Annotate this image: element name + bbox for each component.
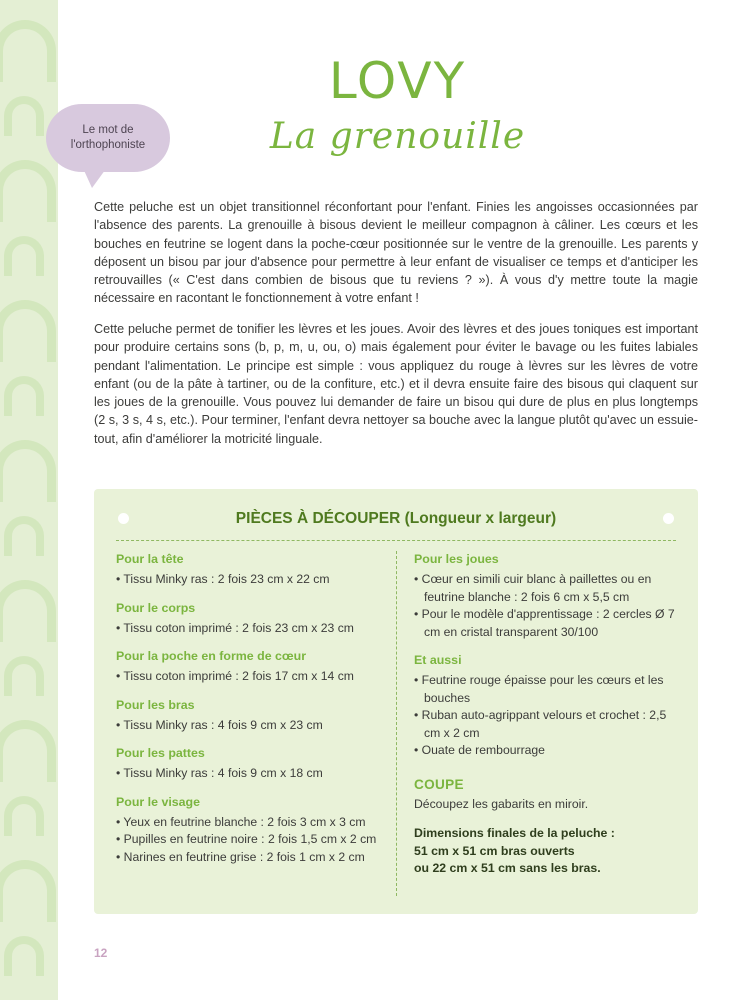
page-title: LOVY — [328, 52, 467, 110]
group-joues — [414, 551, 682, 641]
arch-shape — [4, 376, 44, 416]
panel-divider — [116, 540, 676, 541]
list-item: • Tissu coton imprimé : 2 fois 17 cm x 14 cm — [116, 669, 354, 683]
dimensions-line-2: 51 cm x 51 cm bras ouverts — [414, 843, 575, 858]
group-corps — [116, 600, 384, 638]
arch-shape — [0, 580, 56, 642]
group-heading: Pour le corps — [116, 600, 196, 615]
group-coupe — [414, 776, 682, 878]
page-subtitle: La grenouille — [269, 116, 526, 157]
arch-shape — [4, 656, 44, 696]
dimensions-line-1: Dimensions finales de la peluche : — [414, 826, 615, 840]
list-item: • Feutrine rouge épaisse pour les cœurs et les bouches — [414, 673, 664, 705]
arch-shape — [4, 236, 44, 276]
list-item: • Ouate de rembourrage — [414, 743, 545, 757]
group-bras — [116, 697, 384, 735]
list-item: • Pour le modèle d'apprentissage : 2 cercles Ø 7 cm en cristal transparent 30/100 — [414, 607, 675, 639]
arch-shape — [4, 936, 44, 976]
list-item: • Tissu coton imprimé : 2 fois 23 cm x 23 cm — [116, 620, 354, 635]
group-heading: Pour le visage — [116, 794, 201, 809]
group-heading: Pour les pattes — [116, 746, 205, 760]
arch-shape — [0, 860, 56, 922]
bubble-line-1: Le mot de — [82, 124, 134, 136]
group-heading: Et aussi — [414, 653, 462, 667]
intro-paragraph: Cette peluche est un objet transitionnel réconfortant pour l'enfant. Finies les angoisses occasionnées par l'absence des parents. La grenouille à bisous devient le meilleur compagnon à câliner. Les cœurs et les bouches en feutrine se logent dans la poche-cœur positionnée sur le ventre de la grenouille. Les parents y déposent un bisou par jour d'absence pour permettre à leur enfant de visualiser ce temps et d'anticiper les retrouvailles (« C'est dans combien de bisous que tu reviens ? »). À vous d'y mettre toute la magie nécessaire en racontant le fonctionnement à votre enfant ! — [94, 200, 698, 306]
group-heading: Pour les joues — [414, 552, 499, 566]
arch-shape — [0, 440, 56, 502]
list-item: • Tissu Minky ras : 4 fois 9 cm x 18 cm — [116, 766, 323, 780]
panel-right-column — [414, 551, 682, 889]
list-item: • Yeux en feutrine blanche : 2 fois 3 cm x 3 cm — [116, 814, 366, 829]
coupe-heading: COUPE — [414, 776, 464, 792]
final-dimensions — [414, 825, 682, 878]
list-item: • Cœur en simili cuir blanc à paillettes ou en feutrine blanche : 2 fois 6 cm x 5,5 cm — [414, 572, 652, 604]
list-item: • Ruban auto-agrippant velours et crochet : 2,5 cm x 2 cm — [414, 708, 667, 740]
group-tete — [116, 551, 384, 589]
group-poche-coeur — [116, 648, 384, 686]
column-divider — [396, 551, 397, 896]
list-item: • Narines en feutrine grise : 2 fois 1 cm x 2 cm — [116, 849, 365, 864]
panel-title: PIÈCES À DÉCOUPER (Longueur x largeur) — [235, 510, 557, 527]
arch-shape — [0, 720, 56, 782]
bubble-line-2: l'orthophoniste — [70, 139, 146, 151]
group-visage — [116, 794, 384, 867]
arch-shape — [4, 796, 44, 836]
group-et-aussi — [414, 652, 682, 760]
page-number: 12 — [94, 946, 108, 960]
group-pattes — [116, 745, 384, 783]
group-heading: Pour la poche en forme de cœur — [116, 649, 307, 663]
group-heading: Pour les bras — [116, 697, 195, 712]
panel-left-column — [116, 551, 384, 877]
group-heading: Pour la tête — [116, 552, 184, 566]
arch-shape — [4, 96, 44, 136]
document-page — [58, 0, 737, 1000]
list-item: • Pupilles en feutrine noire : 2 fois 1,5 cm x 2 cm — [116, 832, 377, 846]
arch-shape — [0, 300, 56, 362]
list-item: • Tissu Minky ras : 4 fois 9 cm x 23 cm — [116, 717, 323, 732]
bubble-tail-icon — [82, 166, 108, 188]
pieces-panel — [94, 489, 698, 914]
list-item: • Tissu Minky ras : 2 fois 23 cm x 22 cm — [116, 572, 330, 586]
arch-shape — [0, 20, 56, 82]
therapy-paragraph: Cette peluche permet de tonifier les lèvres et les joues. Avoir des lèvres et des joues toniques est important pour produire certains sons (b, p, m, u, ou, o) mais également pour éviter le bavage ou les fuites labiales pendant l'alimentation. Le principe est simple : vous appliquez du rouge à lèvres sur les lèvres de votre enfant (ou de la pâte à tartiner, ou de la confiture, etc.) et il devra ensuite faire des bisous qui claquent sur les joues de la grenouille. Vous pouvez lui demander de faire un bisou qui dure de plus en plus longtemps (2 s, 3 s, 4 s, etc.). Pour terminer, l'enfant devra nettoyer sa bouche avec la langue plutôt qu'avec un essuie-tout, afin d'améliorer la motricité linguale. — [94, 322, 698, 446]
coupe-text: Découpez les gabarits en miroir. — [414, 796, 589, 811]
arch-shape — [4, 516, 44, 556]
dimensions-line-3: ou 22 cm x 51 cm sans les bras. — [414, 861, 601, 875]
